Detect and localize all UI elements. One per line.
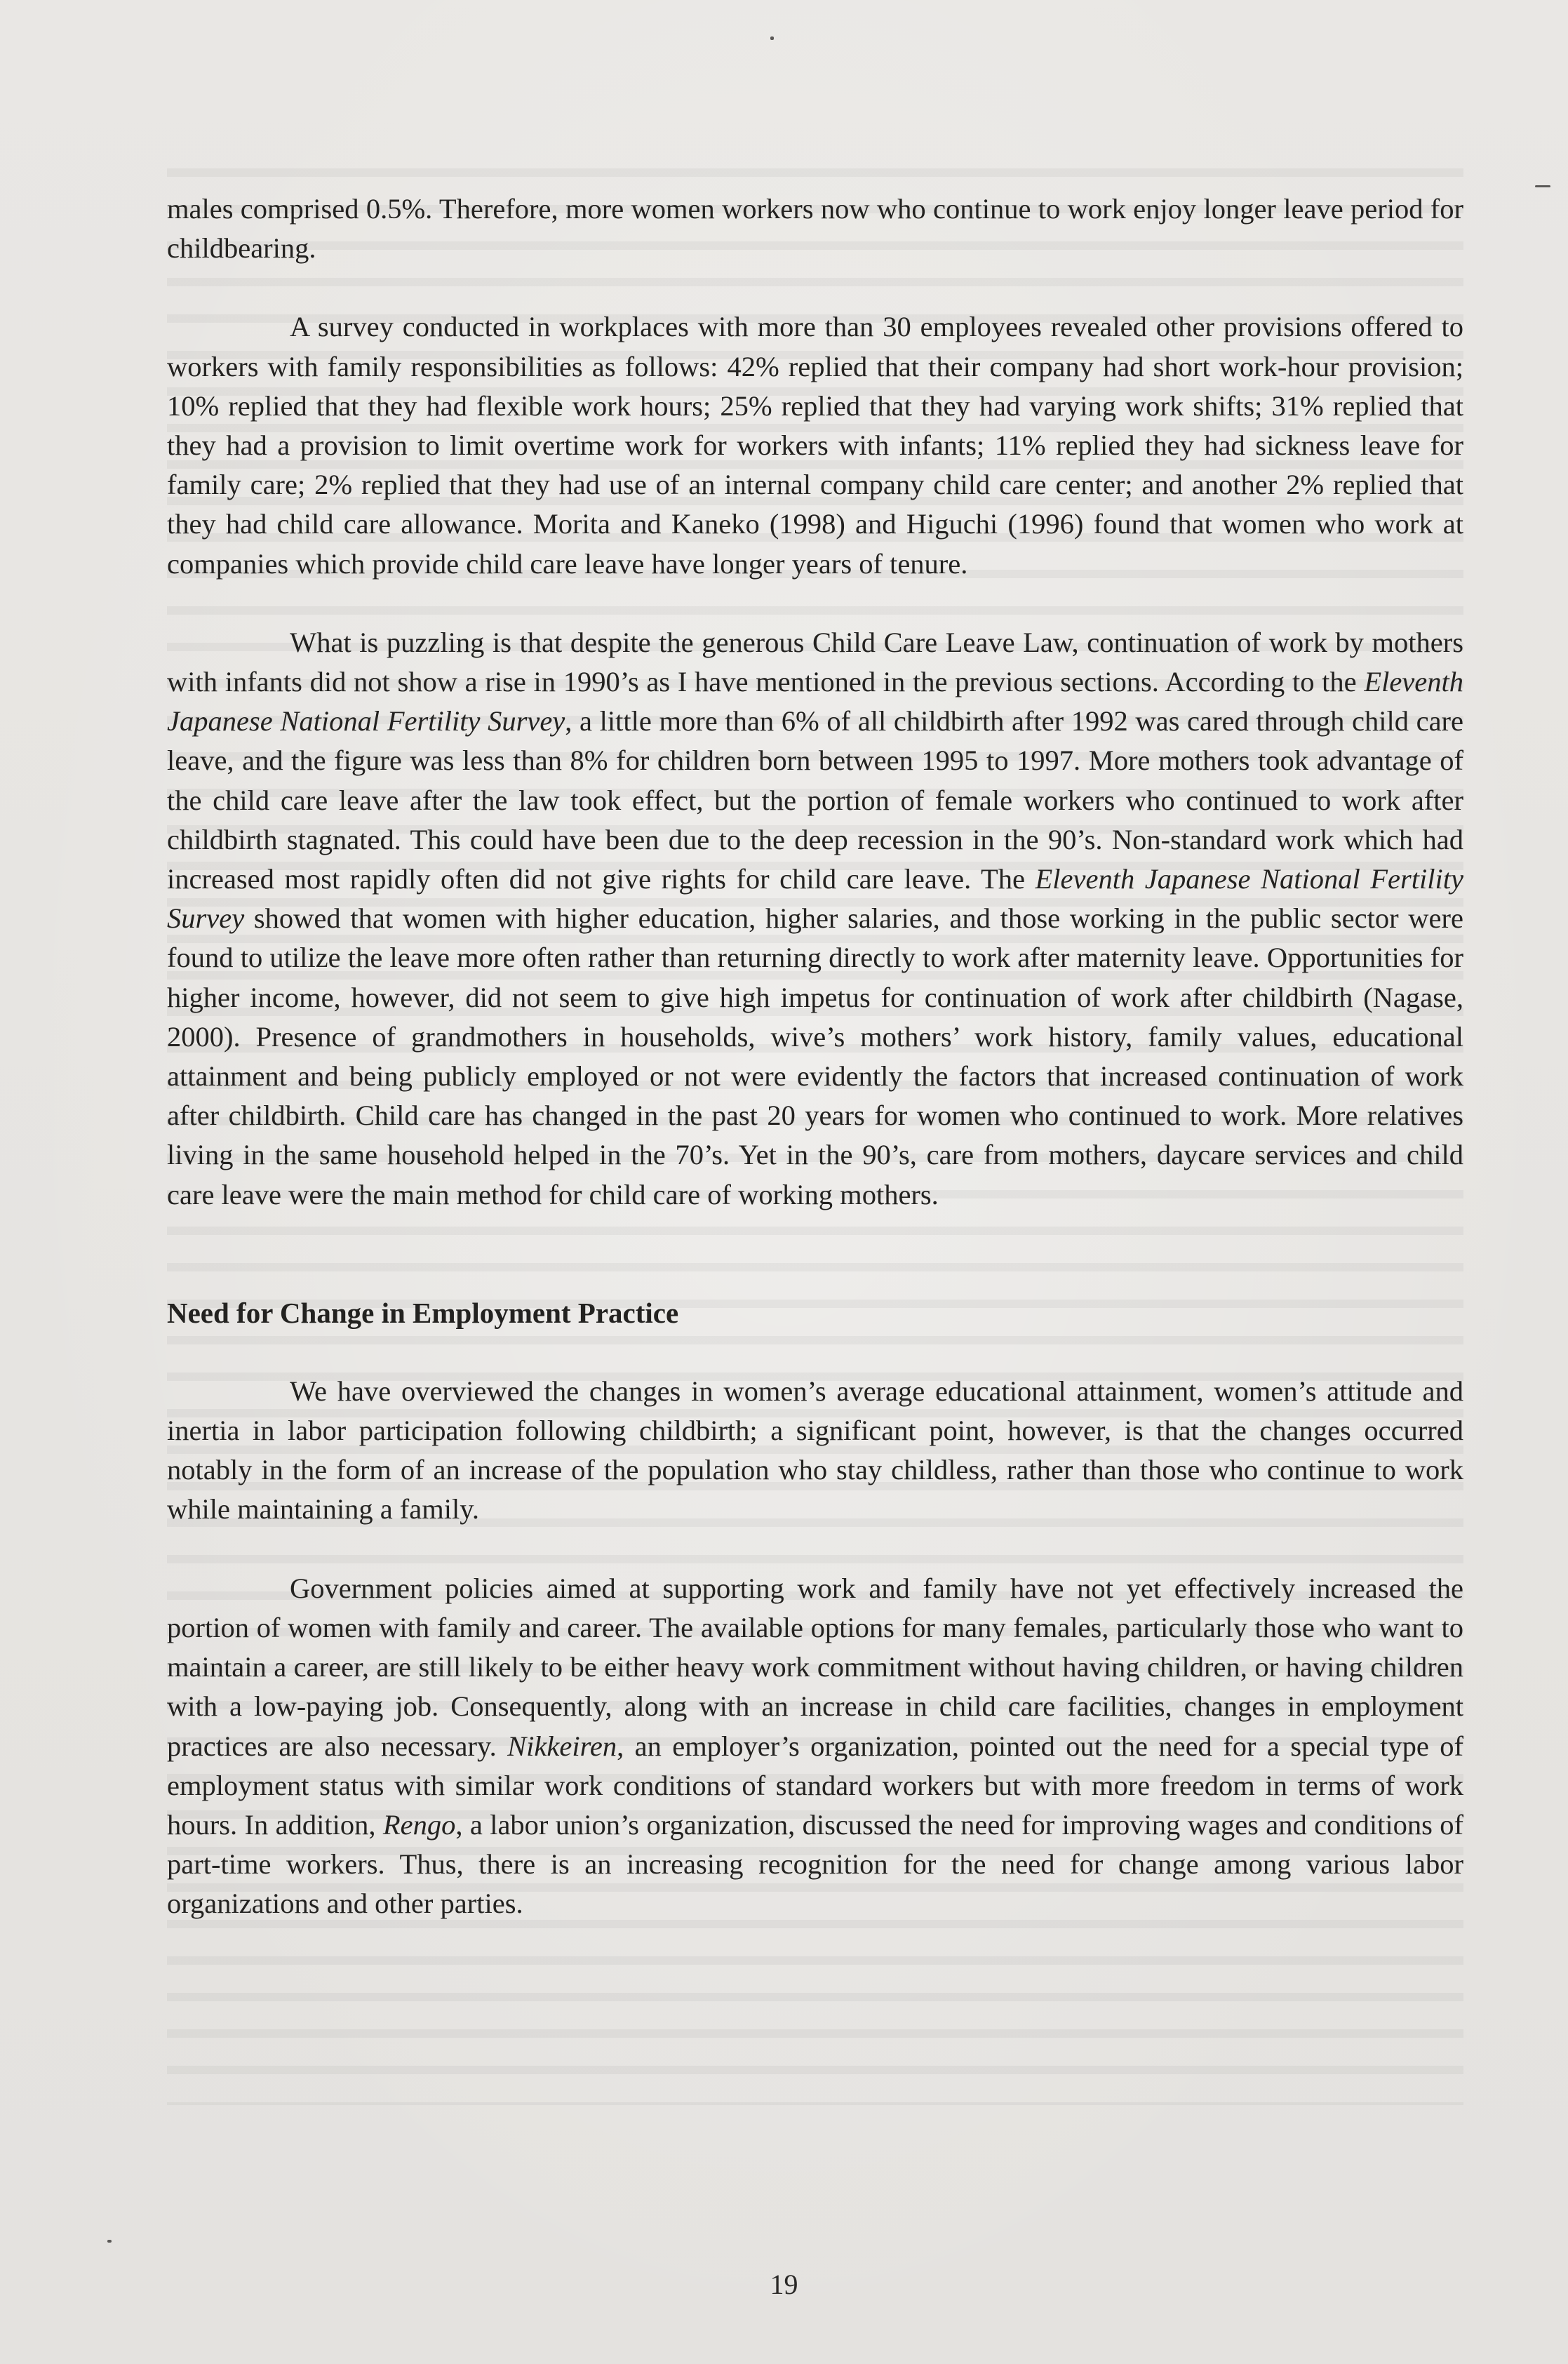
survey-title: Eleventh Japanese National Fertility Survey [167,666,1463,737]
scan-speck [1535,185,1550,187]
paragraph-1: males comprised 0.5%. Therefore, more women workers now who continue to work enjoy longer leave period for childbearing. [167,193,1463,265]
scan-speck [770,36,774,40]
text-run: What is puzzling is that despite the generous Child Care Leave Law, continuation of work by mothers with infants did not show a rise in 1990’s as I have mentioned in the previous sections. According to the [167,626,1463,698]
paragraph-2: A survey conducted in workplaces with more than 30 employees revealed other provisions offered to workers with family responsibilities as follows: 42% replied that their company had short work-hour provision; 10% replied that they had flexible work hours; 25% replied that they had varying work shifts; 31% replied that they had a provision to limit overtime work for workers with infants; 11% replied they had sickness leave for family care; 2% replied that they had use of an internal company child care center; and another 2% replied that they had child care allowance. Morita and Kaneko (1998) and Higuchi (1996) found that women who work at companies which provide child care leave have longer years of tenure. [167,311,1463,580]
paragraph-3 [167,623,1463,1215]
text-run: showed that women with higher education, higher salaries, and those working in the public sector were found to utilize the leave more often rather than returning directly to work after maternity leave. Opportunities for higher income, however, did not seem to give high impetus for continuation of work after childbirth (Nagase, 2000). Presence of grandmothers in households, wive’s mothers’ work history, family values, educational attainment and being publicly employed or not were evidently the factors that increased continuation of work after childbirth. Child care has changed in the past 20 years for women who continued to work. More relatives living in the same household helped in the 70’s. Yet in the 90’s, care from mothers, daycare services and child care leave were the main method for child care of working mothers. [167,902,1463,1210]
organization-name: Rengo [382,1808,456,1841]
page-number: 19 [770,2269,798,2300]
scan-speck [107,2240,112,2243]
organization-name: Nikkeiren [507,1730,617,1762]
paragraph-5 [167,1569,1463,1924]
survey-title: Eleventh Japanese National Fertility Survey [167,863,1463,935]
text-run: , a little more than 6% of all childbirth after 1992 was cared through child care leave, and the figure was less than 8% for children born between 1995 to 1997. More mothers took advantage of the child care leave after the law took effect, but the portion of female workers who continued to work after childbirth stagnated. This could have been due to the deep recession in the 90’s. Non-standard work which had increased most rapidly often did not give rights for child care leave. The [167,705,1464,895]
paragraph-4: We have overviewed the changes in women’s average educational attainment, women’s attitude and inertia in labor participation following childbirth; a significant point, however, is that the changes occurred notably in the form of an increase of the population who stay childless, rather than those who continue to work while maintaining a family. [167,1375,1463,1525]
text-run: Government policies aimed at supporting work and family have not yet effectively increased the portion of women with family and career. The available options for many females, particularly those who want to maintain a career, are still likely to be either heavy work commitment without having children, or having children with a low-paying job. Consequently, along with an increase in child care facilities, changes in employment practices are also necessary. [167,1572,1463,1762]
text-run: , an employer’s organization, pointed out the need for a special type of employment status with similar work conditions of standard workers but with more freedom in terms of work hours. In addition, [167,1730,1463,1841]
body-text [167,189,1463,1924]
section-heading: Need for Change in Employment Practice [167,1296,679,1329]
text-run: , a labor union’s organization, discussed the need for improving wages and conditions of part-time workers. Thus, there is an increasing recognition for the need for change among various labor organizations and other parties. [167,1808,1464,1920]
